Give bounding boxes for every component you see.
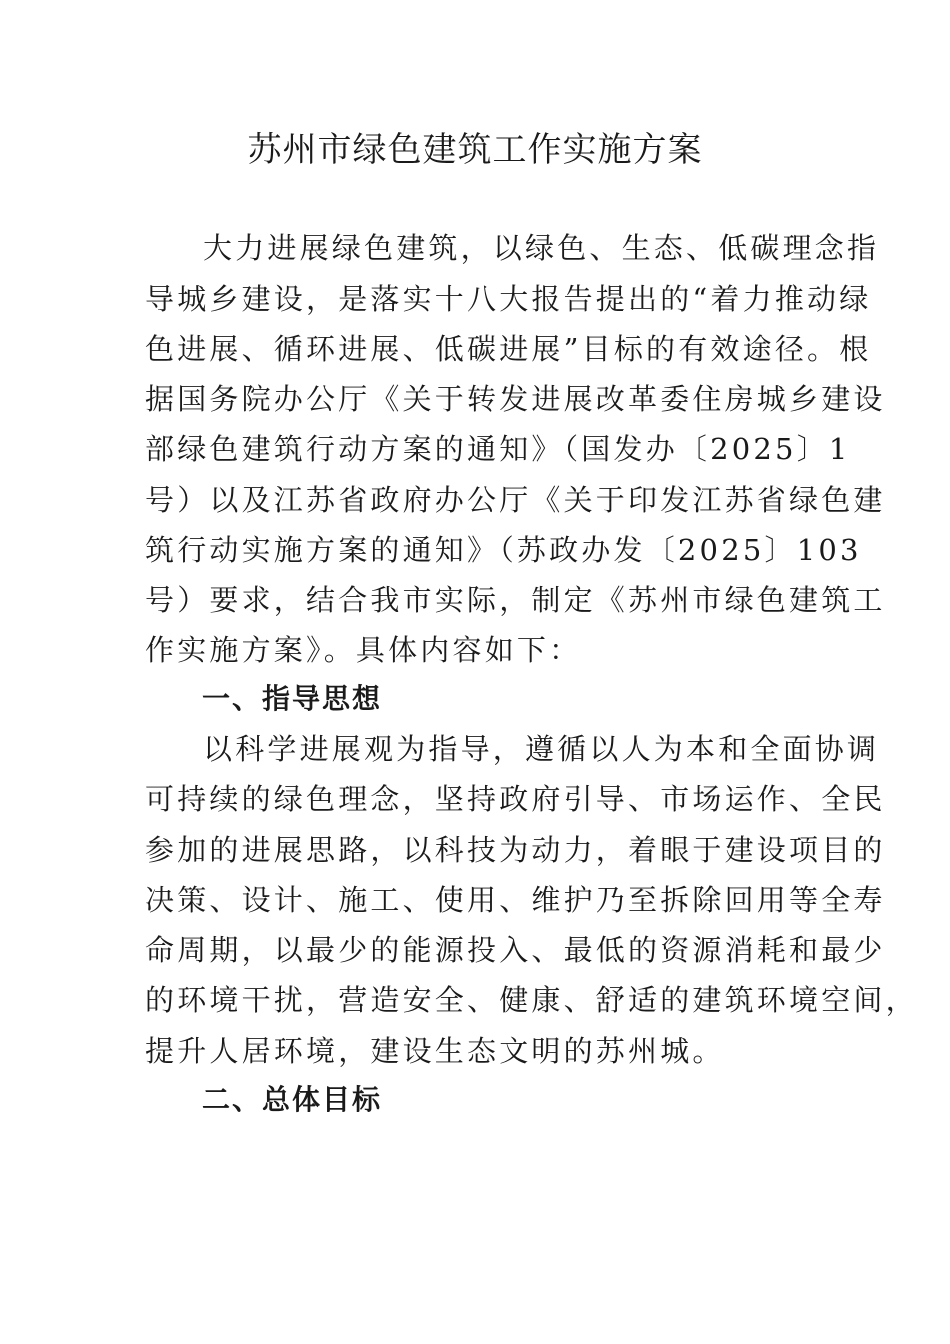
- section1-line-1: 以科学进展观为指导，遵循以人为本和全面协调: [203, 732, 880, 766]
- section1-line-3: 参加的进展思路，以科技为动力，着眼于建设项目的: [145, 833, 886, 867]
- section1-line-6: 的环境干扰，营造安全、健康、舒适的建筑环境空间，: [145, 983, 918, 1017]
- intro-line-2: 导城乡建设，是落实十八大报告提出的“着力推动绿: [145, 282, 872, 316]
- intro-line-1: 大力进展绿色建筑，以绿色、生态、低碳理念指: [203, 231, 880, 265]
- intro-line-8: 号）要求，结合我市实际，制定《苏州市绿色建筑工: [145, 583, 886, 617]
- intro-line-7: 筑行动实施方案的通知》（苏政办发〔2025〕103: [145, 533, 862, 567]
- section1-line-5: 命周期，以最少的能源投入、最低的资源消耗和最少: [145, 933, 886, 967]
- intro-line-3: 色进展、循环进展、低碳进展”目标的有效途径。根: [145, 332, 872, 366]
- section1-line-7: 提升人居环境，建设生态文明的苏州城。: [145, 1034, 725, 1068]
- intro-line-6: 号）以及江苏省政府办公厅《关于印发江苏省绿色建: [145, 483, 886, 517]
- section-heading-overall-goals: 二、总体目标: [202, 1083, 383, 1116]
- section-heading-guiding-ideology: 一、指导思想: [202, 682, 383, 715]
- section1-line-4: 决策、设计、施工、使用、维护乃至拆除回用等全寿: [145, 883, 886, 917]
- intro-line-9: 作实施方案》。具体内容如下：: [145, 633, 582, 667]
- section1-line-2: 可持续的绿色理念，坚持政府引导、市场运作、全民: [145, 782, 886, 816]
- intro-line-5: 部绿色建筑行动方案的通知》（国发办〔2025〕1: [145, 432, 851, 466]
- document-title: 苏州市绿色建筑工作实施方案: [247, 130, 703, 170]
- intro-line-4: 据国务院办公厅《关于转发进展改革委住房城乡建设: [145, 382, 886, 416]
